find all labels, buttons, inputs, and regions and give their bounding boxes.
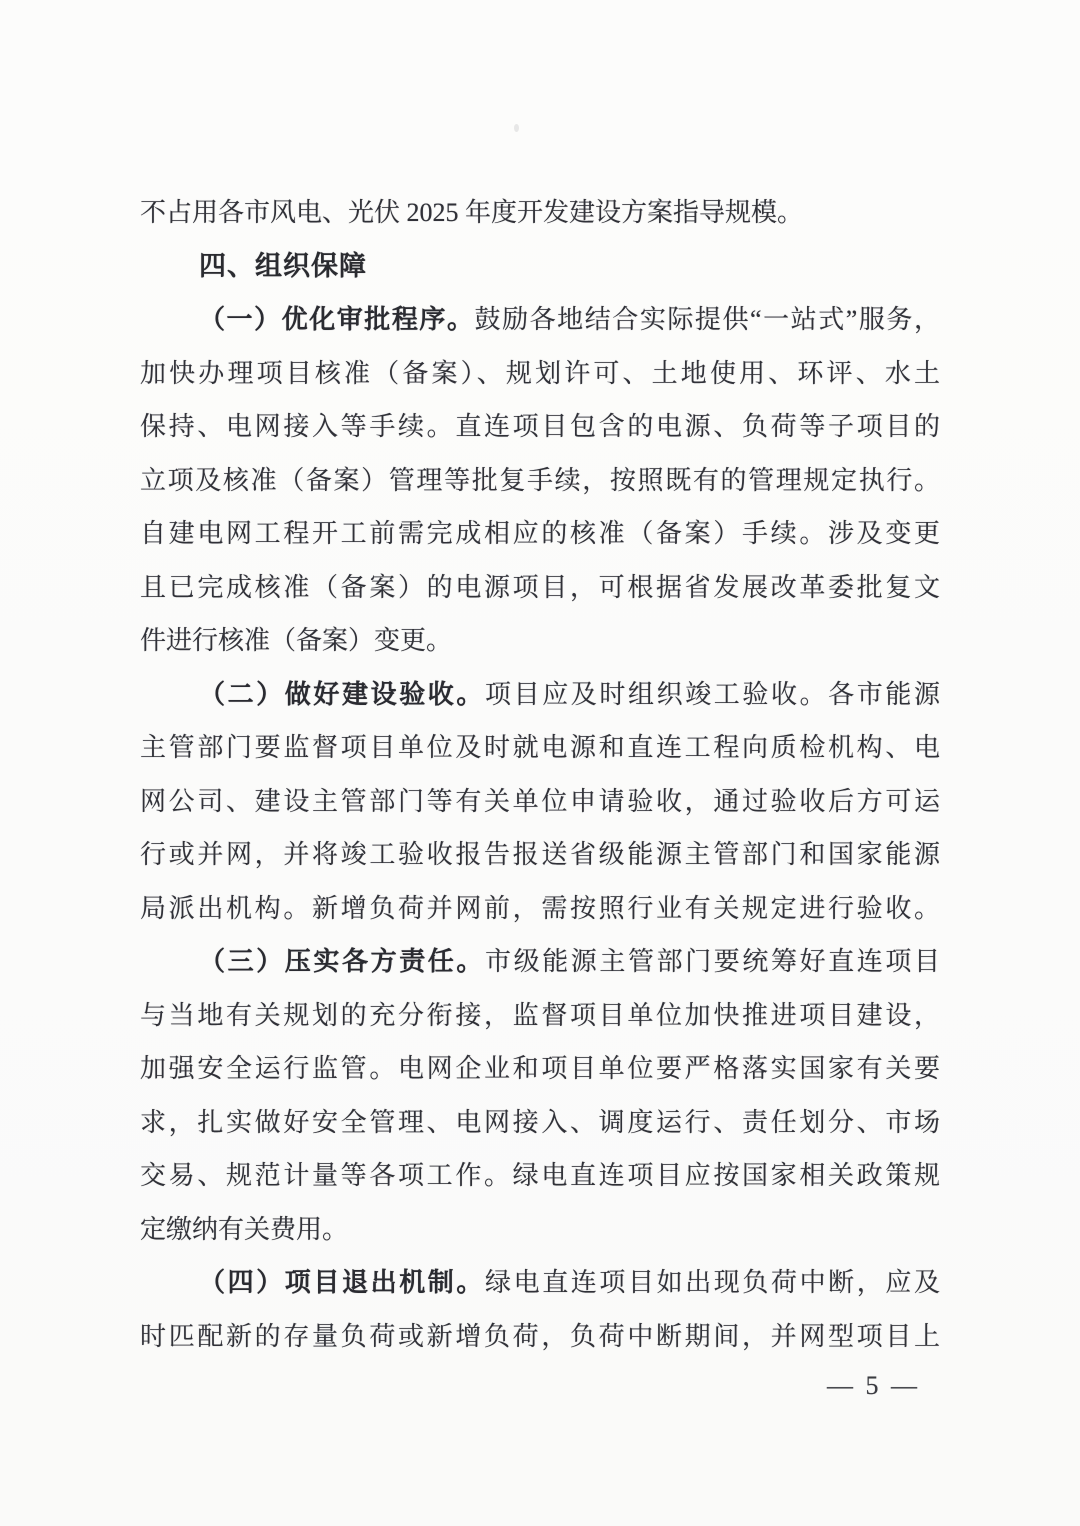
paragraph-text: 市级能源主管部门要统筹好直连项目 <box>485 947 940 976</box>
scan-speck <box>514 124 519 132</box>
text-line: 与当地有关规划的充分衔接，监督项目单位加快推进项目建设， <box>140 1000 940 1030</box>
document-body <box>140 186 940 1363</box>
paragraph-lead: （三）压实各方责任。 <box>199 947 485 976</box>
paragraph-start-line <box>140 1256 940 1310</box>
text-line: 交易、规范计量等各项工作。绿电直连项目应按国家相关政策规 <box>140 1161 940 1190</box>
text-line: 件进行核准（备案）变更。 <box>140 626 453 655</box>
text-line: 时匹配新的存量负荷或新增负荷，负荷中断期间，并网型项目上 <box>140 1321 940 1351</box>
section-heading: 四、组织保障 <box>199 250 367 281</box>
paragraph-start-line <box>140 293 940 347</box>
paragraph-lead: （四）项目退出机制。 <box>199 1268 485 1297</box>
paragraph-text: 项目应及时组织竣工验收。各市能源 <box>485 679 940 709</box>
text-line: 主管部门要监督项目单位及时就电源和直连工程向质检机构、电 <box>140 733 940 762</box>
text-line: 且已完成核准（备案）的电源项目，可根据省发展改革委批复文 <box>140 572 940 602</box>
text-line: 保持、电网接入等手续。直连项目包含的电源、负荷等子项目的 <box>140 412 940 441</box>
text-line: 网公司、建设主管部门等有关单位申请验收，通过验收后方可运 <box>140 786 940 816</box>
text-line: 加强安全运行监管。电网企业和项目单位要严格落实国家有关要 <box>140 1054 940 1083</box>
text-line: 自建电网工程开工前需完成相应的核准（备案）手续。涉及变更 <box>140 519 940 548</box>
text-line: 局派出机构。新增负荷并网前，需按照行业有关规定进行验收。 <box>140 893 940 923</box>
text-line: 加快办理项目核准（备案）、规划许可、土地使用、环评、水土 <box>140 358 940 388</box>
text-line: 求，扎实做好安全管理、电网接入、调度运行、责任划分、市场 <box>140 1107 940 1137</box>
text-line: 定缴纳有关费用。 <box>140 1214 349 1244</box>
text-line: 立项及核准（备案）管理等批复手续，按照既有的管理规定执行。 <box>140 465 940 495</box>
paragraph-lead: （一）优化审批程序。 <box>199 305 475 334</box>
paragraph-start-line <box>140 935 940 989</box>
paragraph-text: 绿电直连项目如出现负荷中断，应及 <box>485 1268 940 1297</box>
paragraph-text: 鼓励各地结合实际提供“一站式”服务， <box>474 305 940 334</box>
text-line: 不占用各市风电、光伏 2025 年度开发建设方案指导规模。 <box>140 198 804 227</box>
paragraph-start-line <box>140 668 940 722</box>
text-line: 行或并网，并将竣工验收报告报送省级能源主管部门和国家能源 <box>140 840 940 869</box>
page-number: — 5 — <box>827 1371 920 1400</box>
paragraph-lead: （二）做好建设验收。 <box>199 679 485 709</box>
